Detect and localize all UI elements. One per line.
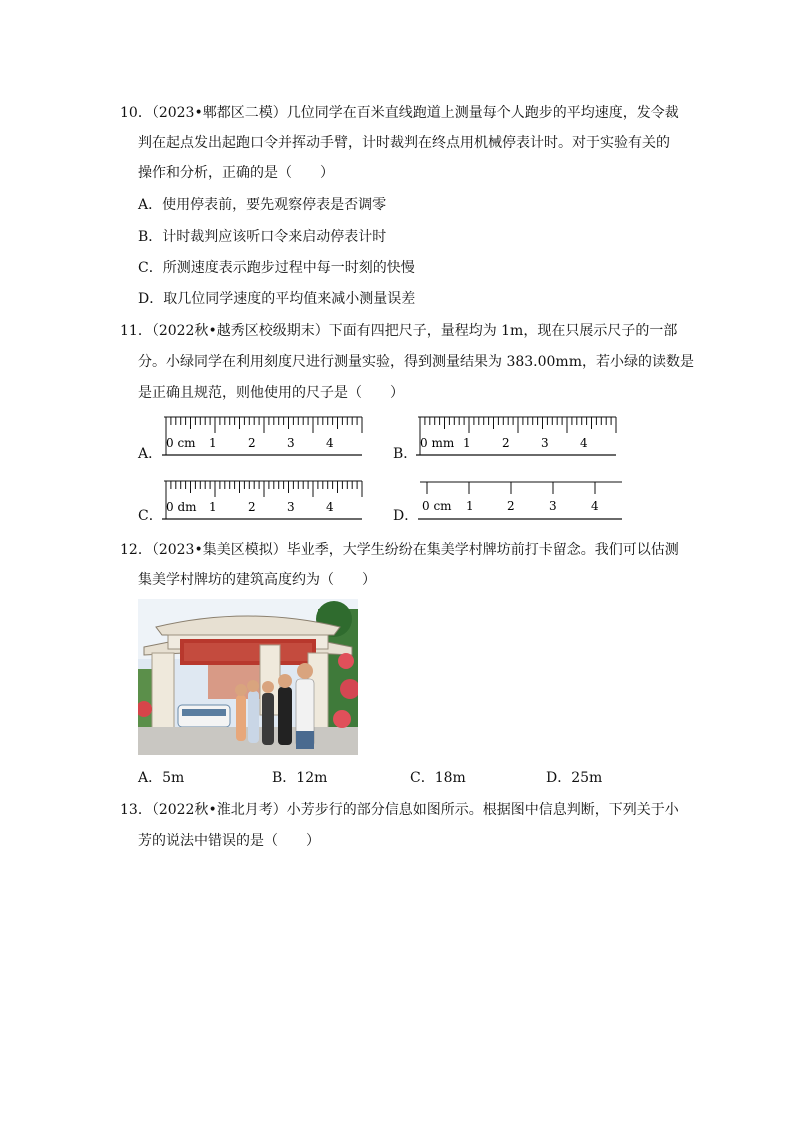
q10-option-a[interactable]: A．使用停表前，要先观察停表是否调零 (138, 197, 387, 213)
q10-option-c[interactable]: C．所测速度表示跑步过程中每一时刻的快慢 (138, 260, 415, 276)
ruler-a-figure (162, 414, 364, 456)
ruler-b-letter: B． (393, 446, 418, 462)
ruler-a-num-4: 4 (326, 436, 334, 450)
ruler-d-num-3: 3 (549, 499, 557, 513)
ruler-c-num-1: 1 (209, 500, 217, 514)
q11-text-line3: 是正确且规范，则他使用的尺子是（ ） (138, 385, 404, 401)
q11-text-line1: 11．（2022秋•越秀区校级期末）下面有四把尺子，量程均为 1m，现在只展示尺子的一部 (120, 323, 678, 339)
ruler-b-unit: 0 mm (420, 436, 455, 450)
q12-option-a[interactable]: A．5m (138, 770, 185, 786)
ruler-b-figure (416, 414, 618, 456)
q10-option-d[interactable]: D．取几位同学速度的平均值来减小测量误差 (138, 291, 416, 307)
ruler-c-num-3: 3 (287, 500, 295, 514)
q10-option-b[interactable]: B．计时裁判应该听口令来启动停表计时 (138, 229, 387, 245)
q11-text-line2: 分。小绿同学在利用刻度尺进行测量实验，得到测量结果为 383.00mm，若小绿的读数是 (138, 354, 694, 370)
ruler-b-num-4: 4 (580, 436, 588, 450)
ruler-b[interactable] (416, 414, 618, 456)
ruler-a-num-2: 2 (248, 436, 256, 450)
ruler-c-num-2: 2 (248, 500, 256, 514)
ruler-d-figure (418, 480, 624, 520)
jimei-archway-photo (138, 599, 358, 755)
ruler-b-num-3: 3 (541, 436, 549, 450)
ruler-a-num-1: 1 (209, 436, 217, 450)
ruler-b-num-1: 1 (463, 436, 471, 450)
ruler-d-num-1: 1 (466, 499, 474, 513)
ruler-c-unit: 0 dm (166, 500, 197, 514)
q12-option-b[interactable]: B．12m (272, 770, 328, 786)
ruler-a-unit: 0 cm (166, 436, 196, 450)
q13-text-line1: 13．（2022秋•淮北月考）小芳步行的部分信息如图所示。根据图中信息判断，下列关于小 (120, 802, 679, 818)
q12-text-line1: 12．（2023•集美区模拟）毕业季，大学生纷纷在集美学村牌坊前打卡留念。我们可以估测 (120, 542, 679, 558)
ruler-tick-marks (164, 417, 362, 433)
ruler-a-num-3: 3 (287, 436, 295, 450)
ruler-a[interactable] (162, 414, 364, 456)
ruler-c[interactable] (162, 478, 364, 520)
ruler-d[interactable] (418, 480, 624, 520)
q12-text-line2: 集美学村牌坊的建筑高度约为（ ） (138, 572, 376, 588)
q10-text-line2: 判在起点发出起跑口令并挥动手臂，计时裁判在终点用机械停表计时。对于实验有关的 (138, 135, 670, 151)
ruler-d-num-2: 2 (507, 499, 515, 513)
ruler-b-num-2: 2 (502, 436, 510, 450)
q12-option-d[interactable]: D．25m (546, 770, 603, 786)
ruler-d-letter: D． (393, 508, 419, 524)
q10-text-line3: 操作和分析，正确的是（ ） (138, 165, 334, 181)
photo-illustration (138, 599, 358, 755)
ruler-tick-marks (164, 481, 362, 497)
ruler-c-num-4: 4 (326, 500, 334, 514)
ruler-c-letter: C． (138, 508, 163, 524)
ruler-d-num-4: 4 (591, 499, 599, 513)
q12-option-c[interactable]: C．18m (410, 770, 466, 786)
ruler-c-figure (162, 478, 364, 520)
ruler-tick-marks (418, 417, 616, 433)
ruler-a-letter: A． (138, 446, 163, 462)
q10-text-line1: 10．（2023•郫都区二模）几位同学在百米直线跑道上测量每个人跑步的平均速度，发令裁 (120, 105, 679, 121)
q13-text-line2: 芳的说法中错误的是（ ） (138, 833, 320, 849)
ruler-d-unit: 0 cm (422, 499, 452, 513)
